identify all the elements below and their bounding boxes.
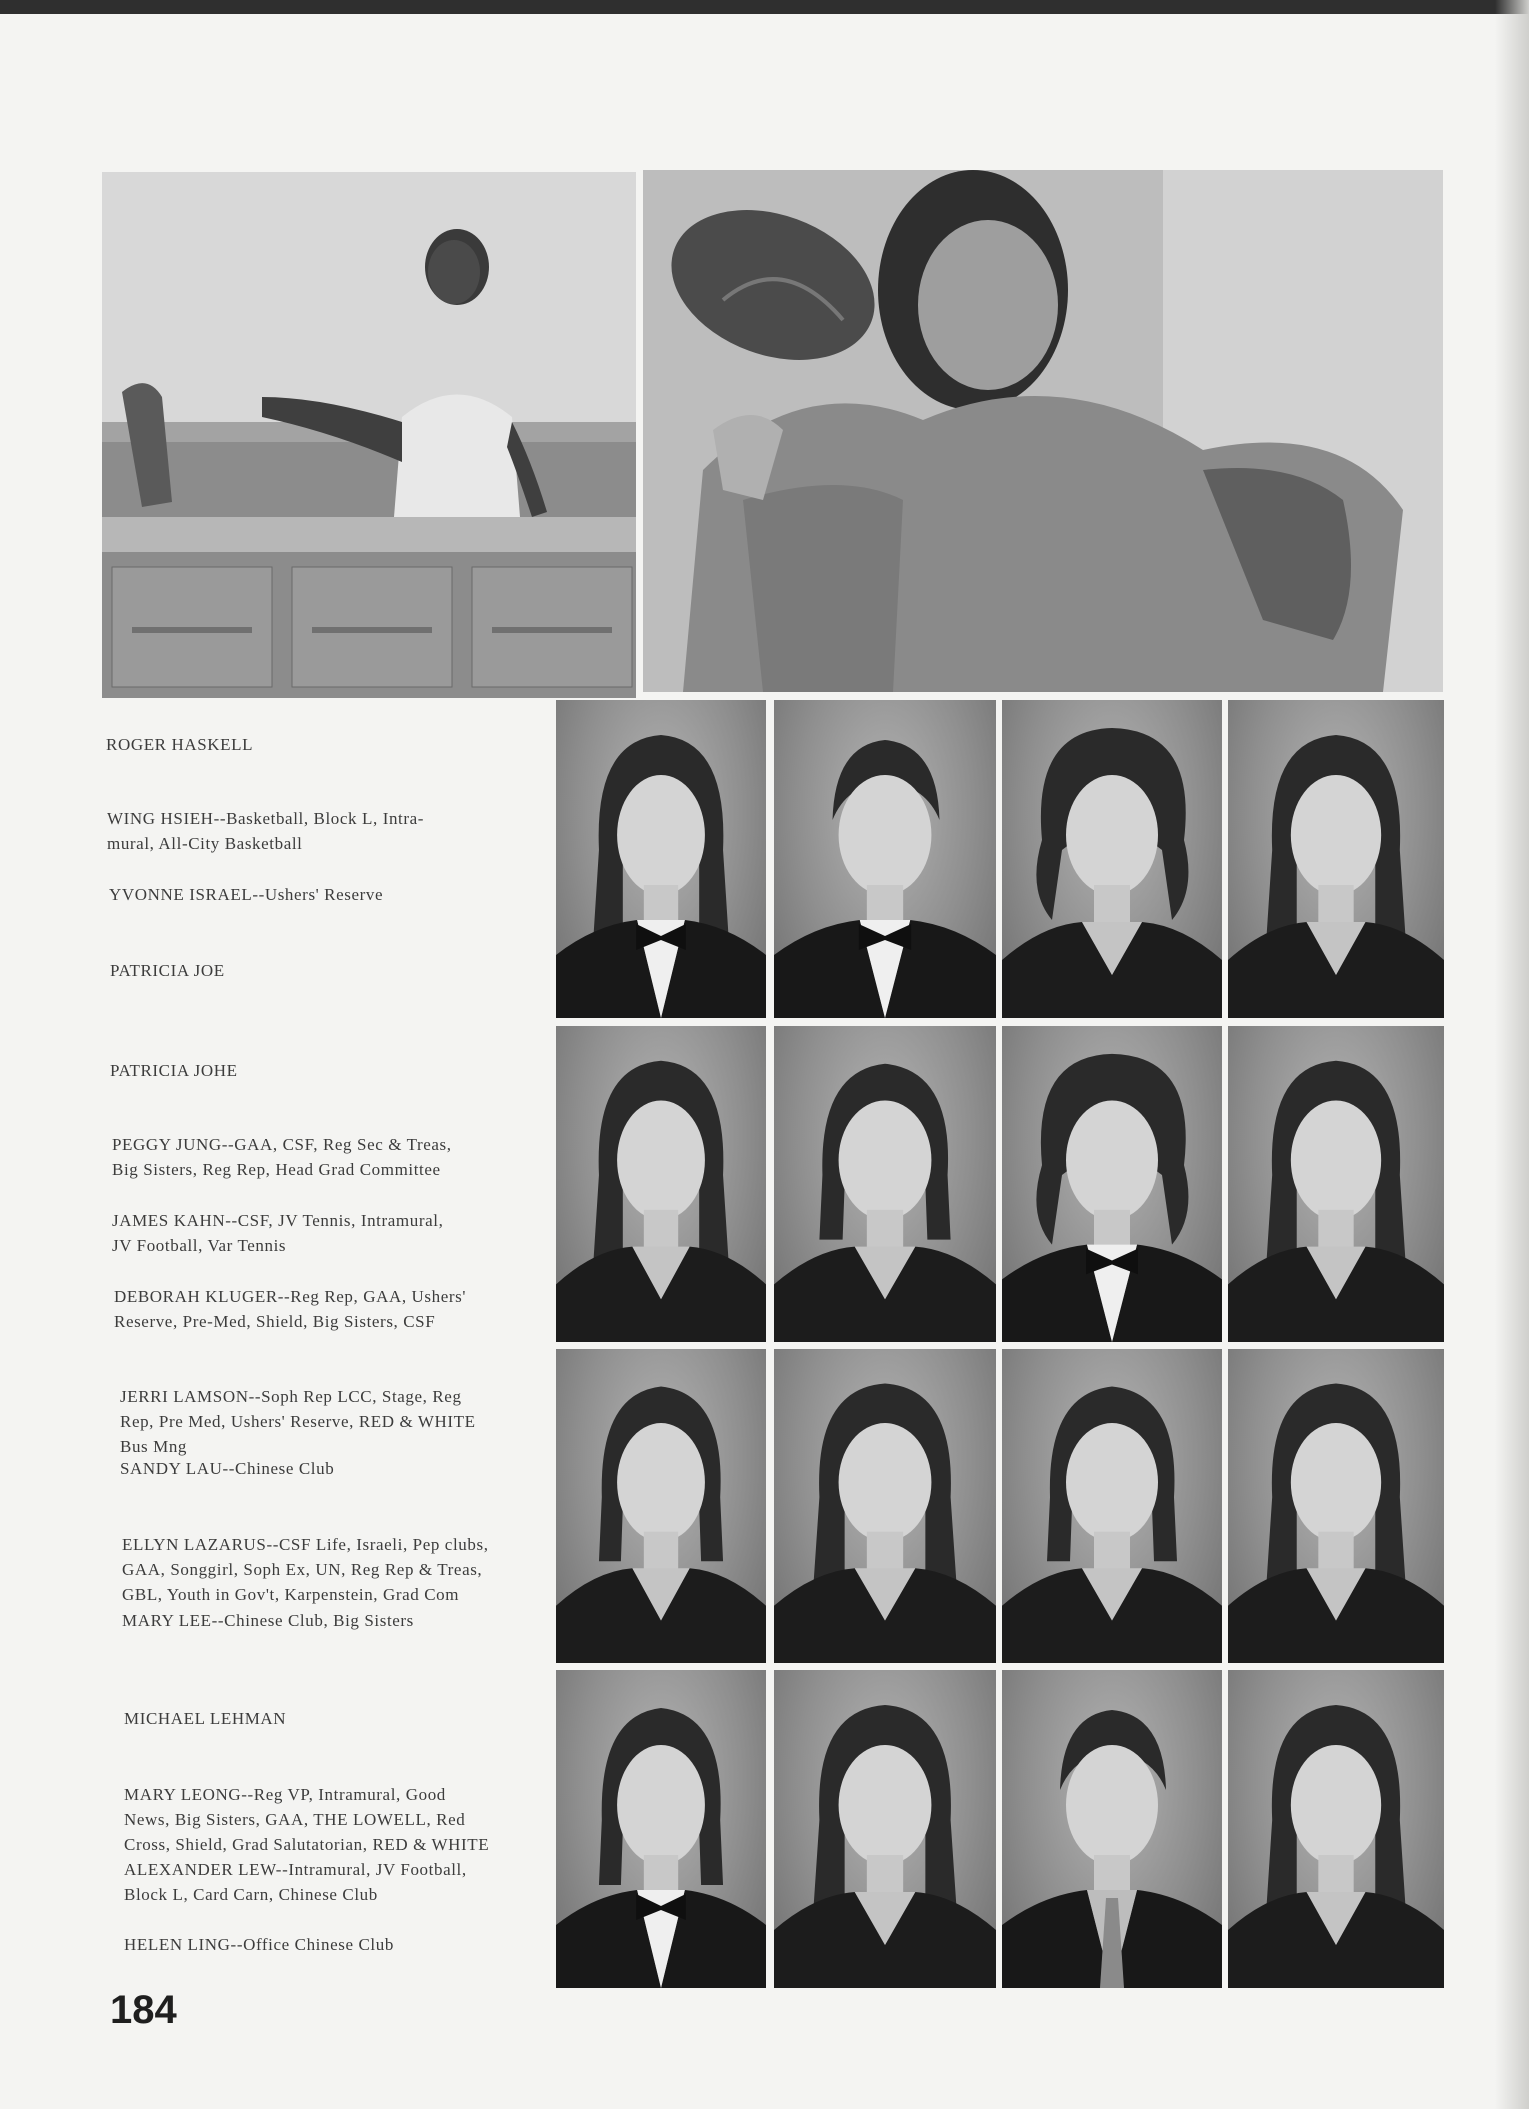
senior-entry-mary-leong: MARY LEONG--Reg VP, Intramural, Good News, Big Sisters, GAA, THE LOWELL, Red Cross, Shield, Grad Salutatorian, RED & WHITE (124, 1785, 490, 1854)
senior-entry-sandy-lau: SANDY LAU--Chinese Club (120, 1459, 335, 1478)
senior-entry-patricia-joe: PATRICIA JOE (110, 961, 225, 980)
senior-portrait (1002, 700, 1222, 1018)
page-gutter-shadow (1495, 0, 1529, 2109)
senior-portrait (774, 1026, 996, 1342)
senior-portrait (1002, 1349, 1222, 1663)
senior-portrait (556, 1670, 766, 1988)
candid-photo-lockers (102, 172, 636, 698)
senior-portrait (1228, 1670, 1444, 1988)
senior-entry-roger-haskell: ROGER HASKELL (106, 735, 254, 754)
senior-portrait (1228, 1026, 1444, 1342)
senior-entry-james-kahn: JAMES KAHN--CSF, JV Tennis, Intramural, JV Football, Var Tennis (112, 1211, 444, 1255)
senior-portrait (1228, 1349, 1444, 1663)
senior-portrait (556, 1026, 766, 1342)
senior-entry-peggy-jung: PEGGY JUNG--GAA, CSF, Reg Sec & Treas, Big Sisters, Reg Rep, Head Grad Committee (112, 1135, 452, 1179)
senior-entry-jerri-lamson: JERRI LAMSON--Soph Rep LCC, Stage, Reg Rep, Pre Med, Ushers' Reserve, RED & WHITE Bus Mng (120, 1387, 476, 1456)
senior-entry-deborah-kluger: DEBORAH KLUGER--Reg Rep, GAA, Ushers' Reserve, Pre-Med, Shield, Big Sisters, CSF (114, 1287, 467, 1331)
page-number: 184 (110, 1988, 177, 2032)
senior-portrait (774, 700, 996, 1018)
senior-entry-wing-hsieh: WING HSIEH--Basketball, Block L, Intra- mural, All-City Basketball (107, 809, 425, 853)
senior-entry-yvonne-israel: YVONNE ISRAEL--Ushers' Reserve (109, 885, 384, 904)
senior-portrait (556, 700, 766, 1018)
candid-photo-football (643, 170, 1443, 692)
senior-entry-mary-lee: MARY LEE--Chinese Club, Big Sisters (122, 1611, 414, 1630)
senior-entry-alexander-lew: ALEXANDER LEW--Intramural, JV Football, Block L, Card Carn, Chinese Club (124, 1860, 467, 1904)
senior-entry-patricia-johe: PATRICIA JOHE (110, 1061, 238, 1080)
senior-portrait (1002, 1670, 1222, 1988)
senior-portrait (1002, 1026, 1222, 1342)
senior-portrait (774, 1670, 996, 1988)
senior-portrait (1228, 700, 1444, 1018)
senior-portrait (774, 1349, 996, 1663)
senior-entry-ellyn-lazarus: ELLYN LAZARUS--CSF Life, Israeli, Pep clubs, GAA, Songgirl, Soph Ex, UN, Reg Rep & Treas, GBL, Youth in Gov't, Karpenstein, Grad Com (122, 1535, 489, 1604)
senior-entry-michael-lehman: MICHAEL LEHMAN (124, 1709, 287, 1728)
senior-entry-helen-ling: HELEN LING--Office Chinese Club (124, 1935, 394, 1954)
senior-portrait-grid (556, 700, 1450, 1988)
senior-portrait (556, 1349, 766, 1663)
scan-top-edge (0, 0, 1529, 14)
